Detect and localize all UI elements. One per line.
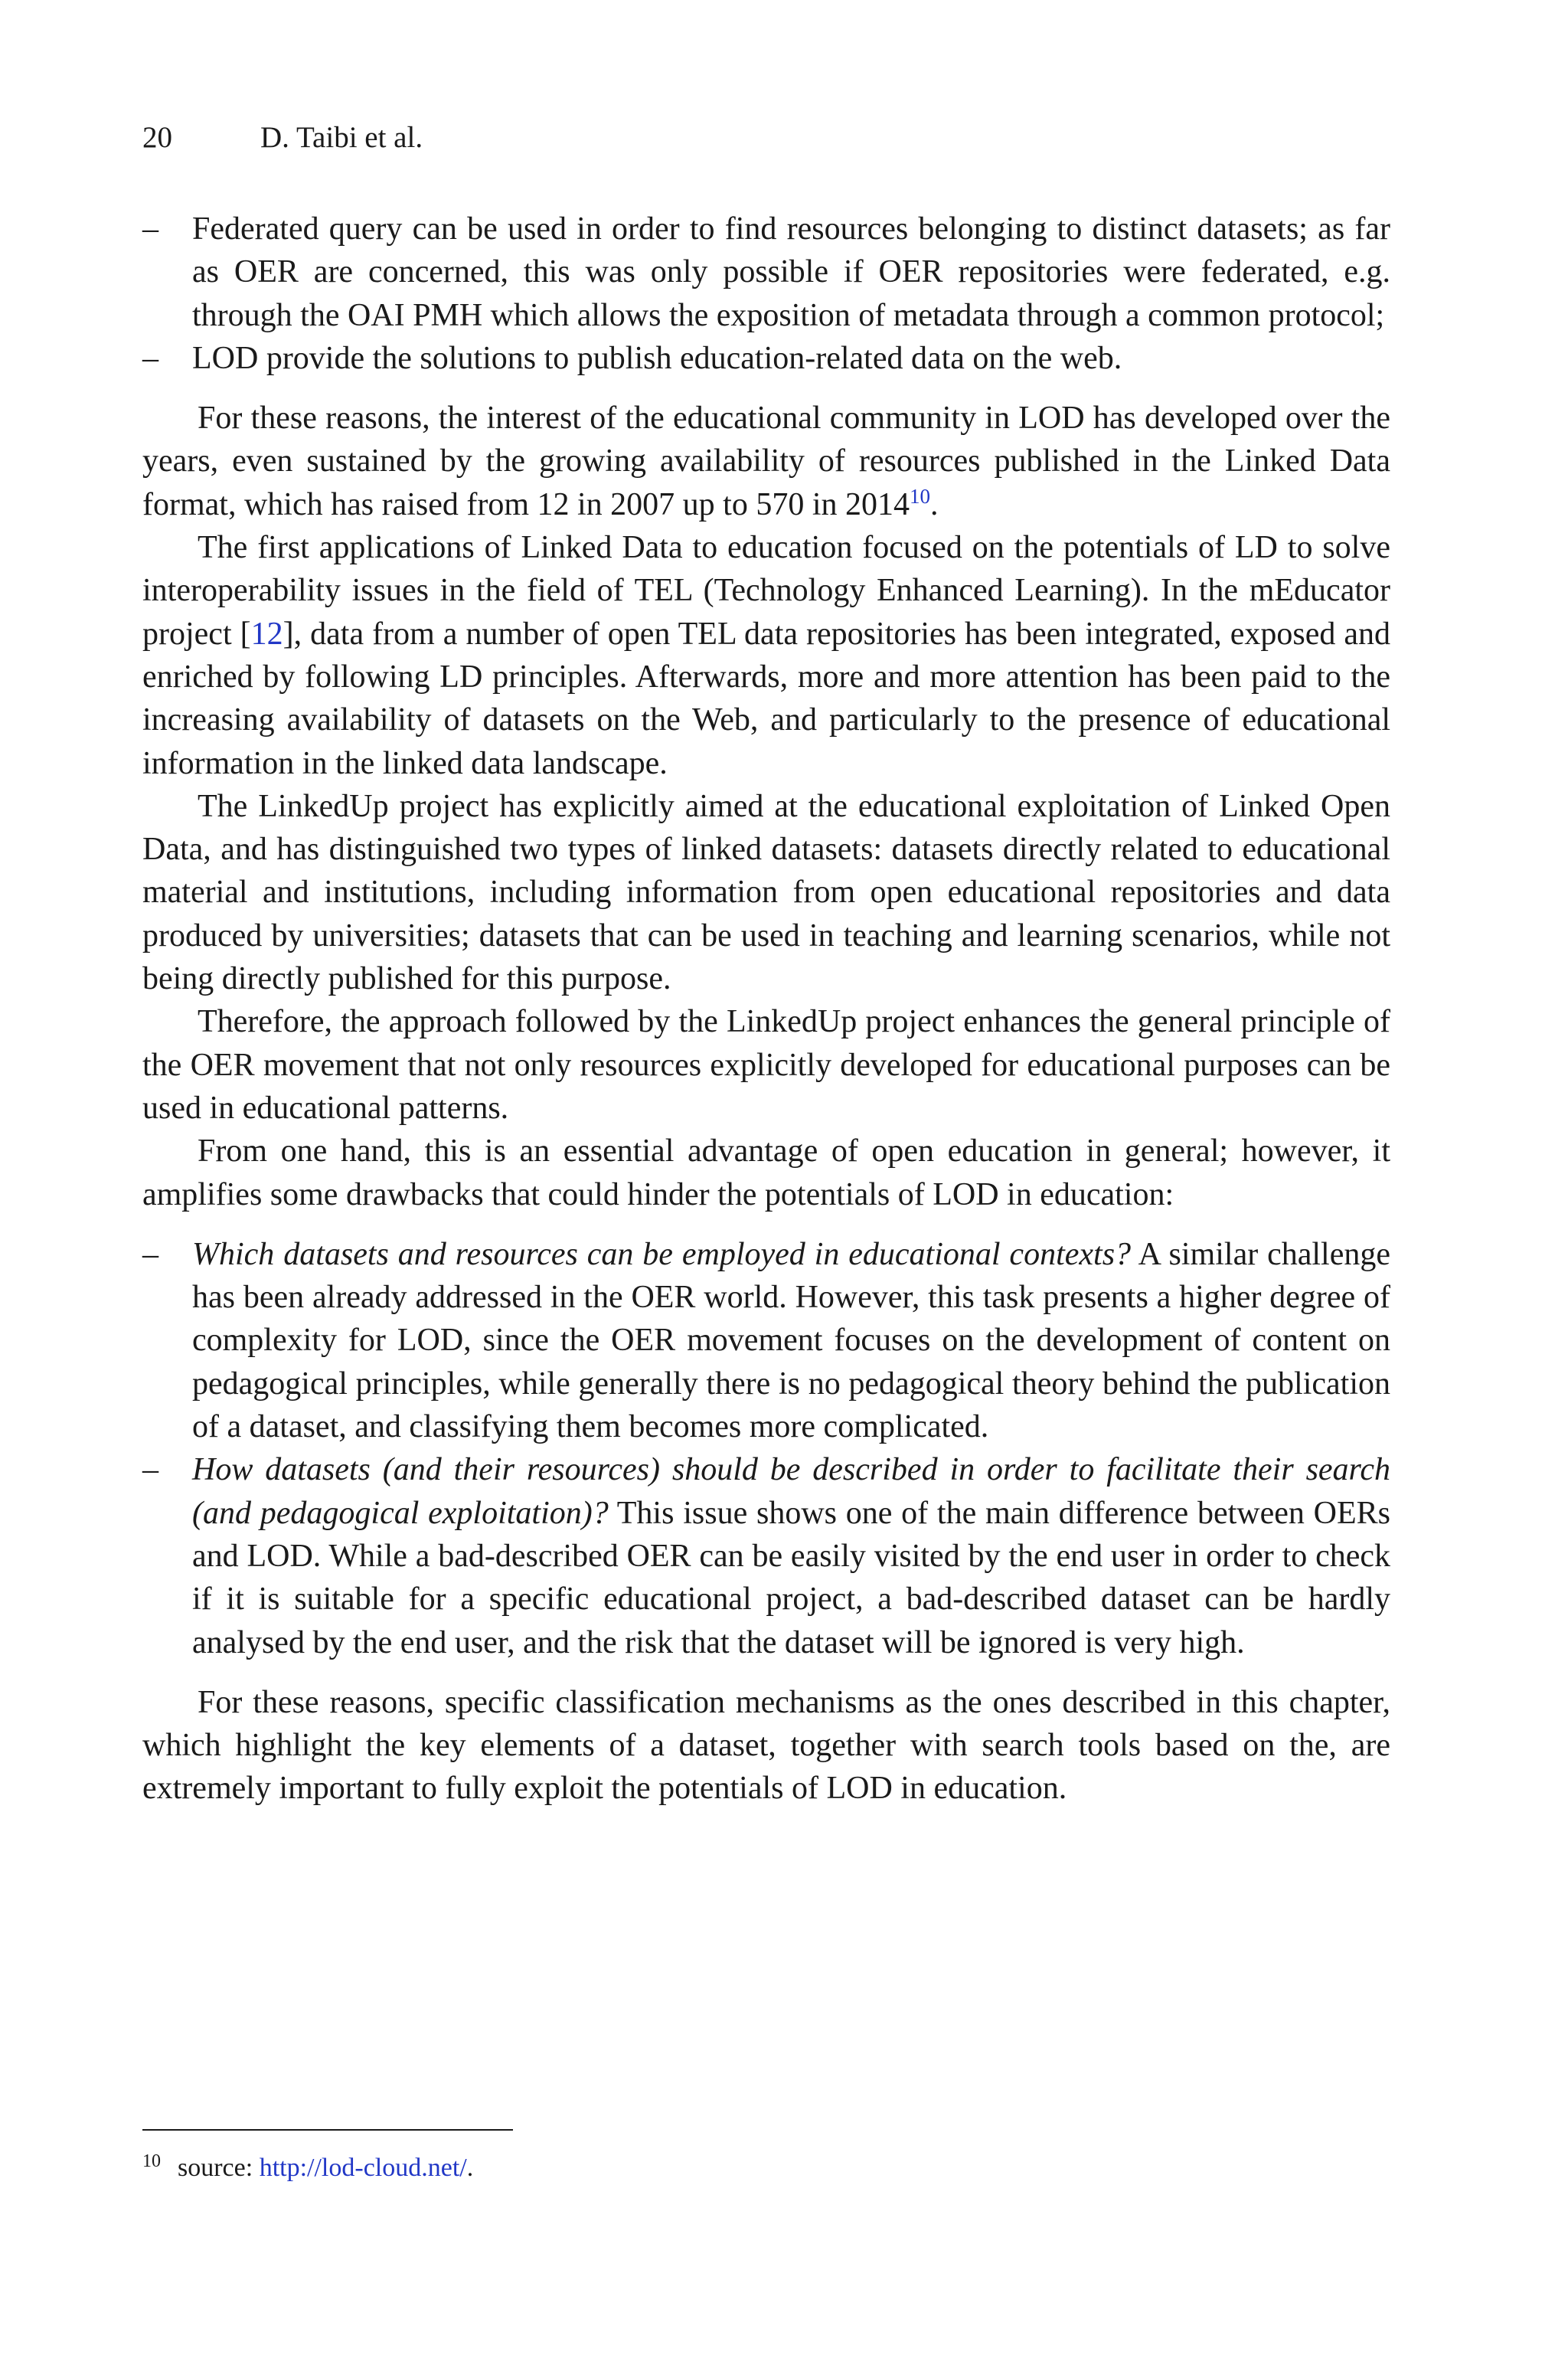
paragraph: For these reasons, specific classification mechanisms as the ones described in this chapter, which highlight the key elements of a dataset, together with search tools based on the, are extremely important to fully exploit the potentials of LOD in education. <box>142 1684 1390 1807</box>
italic-question: Which datasets and resources can be employed in educational contexts? <box>192 1236 1132 1272</box>
list-item: – How datasets (and their resources) should be described in order to facilitate their search (and pedagogical exploitation)? This issue shows one of the main difference between OERs and LOD. While a bad-described OER can be easily visited by the end user in order to check if it is suitable for a specific educational project, a bad-described dataset can be hardly analysed by the end user, and the risk that the dataset will be ignored is very high. <box>142 1448 1390 1663</box>
list-item: – Federated query can be used in order to find resources belonging to distinct datasets; as far as OER are concerned, this was only possible if OER repositories were federated, e.g. through the OAI PMH which allows the exposition of metadata through a common protocol; <box>142 208 1390 337</box>
dash-bullet: – <box>142 340 158 376</box>
paragraph: The first applications of Linked Data to education focused on the potentials of LD to solve interoperability issues in the field of TEL (Technology Enhanced Learning). In the mEducator project [12], data from a number of open TEL data repositories has been integrated, exposed and enriched by following LD principles. Afterwards, more and more attention has been paid to the increasing availability of datasets on the Web, and particularly to the presence of educational information in the linked data landscape. <box>142 530 1391 781</box>
body-text <box>142 208 1390 1810</box>
dash-bullet: – <box>142 211 158 247</box>
paragraph: For these reasons, the interest of the educational community in LOD has developed over the years, even sustained by the growing availability of resources published in the Linked Data format, which has raised from 12 in 2007 up to 570 in 2014$^{10}$. <box>142 401 1390 522</box>
paragraph: From one hand, this is an essential advantage of open education in general; however, it amplifies some drawbacks that could hinder the potentials of LOD in education: <box>142 1133 1390 1212</box>
benefits-list <box>142 208 1390 380</box>
paragraph: Therefore, the approach followed by the LinkedUp project enhances the general principle of the OER movement that not only resources explicitly developed for educational purposes can be used in educational patterns. <box>142 1004 1390 1126</box>
running-head-authors: D. Taibi et al. <box>260 121 423 154</box>
italic-question: How datasets (and their resources) should be described in order to facilitate their search (and pedagogical exploitation)? <box>192 1452 1390 1531</box>
paragraph: The LinkedUp project has explicitly aimed at the educational exploitation of Linked Open Data, and has distinguished two types of linked datasets: datasets directly related to educational material and institutions, including information from open educational repositories and data produced by universities; datasets that can be used in teaching and learning scenarios, while not being directly published for this purpose. <box>142 788 1390 997</box>
list-item: – LOD provide the solutions to publish education-related data on the web. <box>142 337 1390 380</box>
footnote-reference-link[interactable]: 10 <box>910 484 931 508</box>
citation-link[interactable]: 12 <box>250 616 283 652</box>
challenges-list <box>142 1233 1390 1664</box>
footnote-label: source: <box>178 2154 260 2182</box>
running-head <box>142 116 423 159</box>
list-item: – Which datasets and resources can be employed in educational contexts? A similar challenge has been already addressed in the OER world. However, this task presents a higher degree of complexity for LOD, since the OER movement focuses on the development of content on pedagogical principles, while generally there is no pedagogical theory behind the publication of a dataset, and classifying them becomes more complicated. <box>142 1233 1390 1448</box>
page-number: 20 <box>142 121 172 154</box>
footnote: 10 source: http://lod-cloud.net/. <box>142 2151 474 2182</box>
dash-bullet: – <box>142 1452 158 1488</box>
dash-bullet: – <box>142 1236 158 1272</box>
footnote-url-link[interactable]: http://lod-cloud.net/ <box>259 2154 467 2182</box>
footnote-divider <box>142 2129 513 2131</box>
